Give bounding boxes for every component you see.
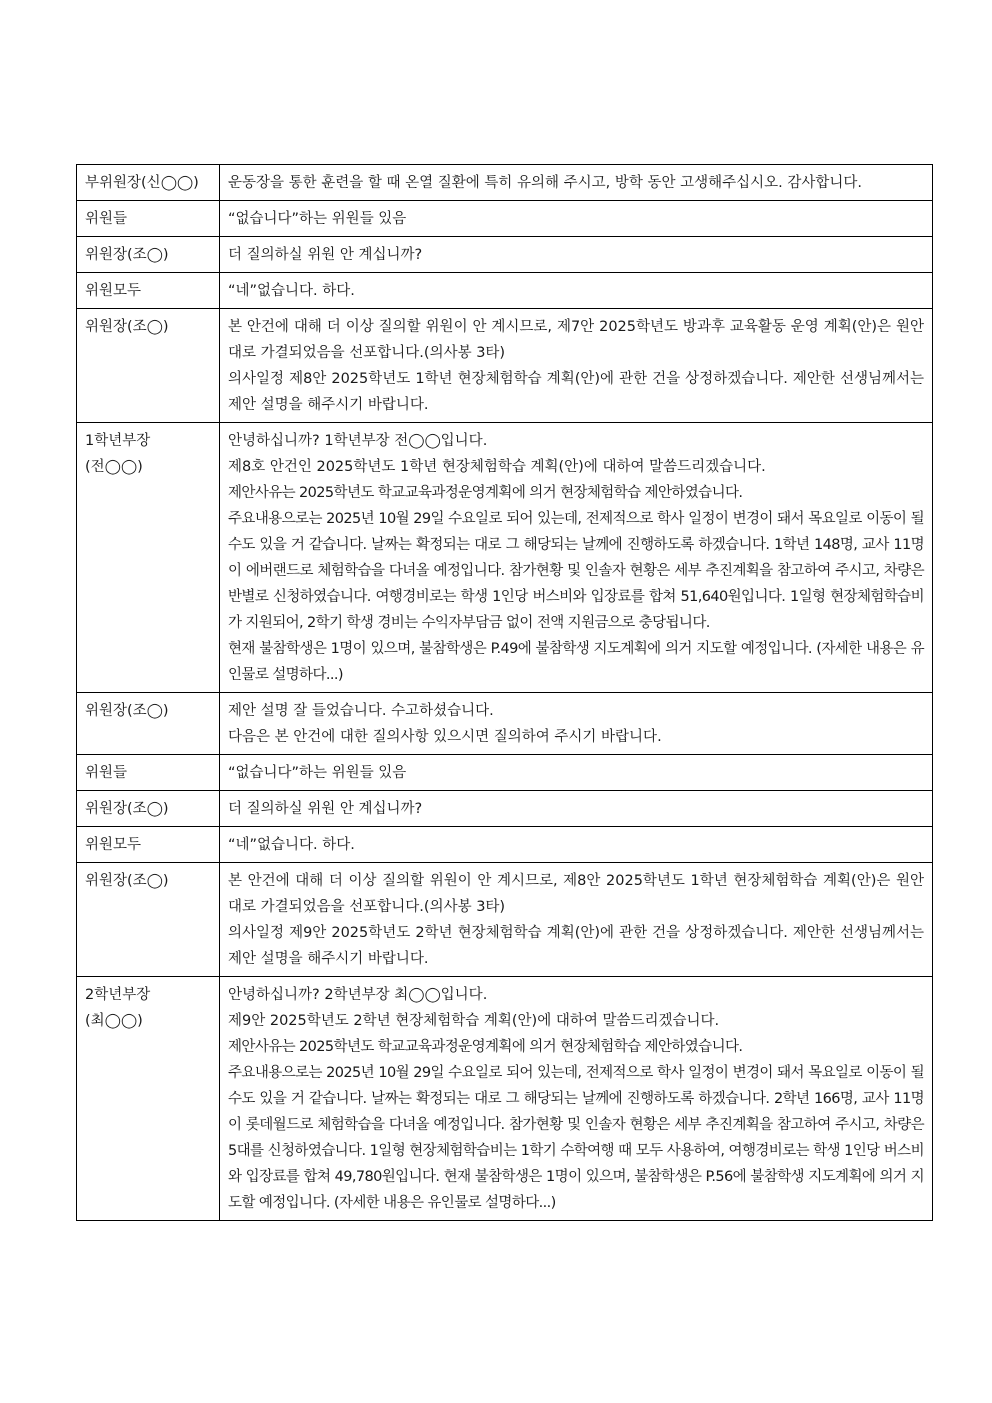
- speaker-cell: [77, 791, 220, 827]
- statement-text: 다음은 본 안건에 대한 질의사항 있으시면 질의하여 주시기 바랍니다.: [228, 729, 662, 745]
- statement-cell: [220, 977, 933, 1221]
- minutes-table: [76, 164, 933, 1221]
- speaker-cell: [77, 201, 220, 237]
- statement-text: 제안 설명 잘 들었습니다. 수고하셨습니다.: [228, 703, 494, 719]
- statement-cell: [220, 273, 933, 309]
- statement-cell: [220, 423, 933, 693]
- speaker-name: (전◯◯): [85, 459, 143, 475]
- speaker-title: 1학년부장: [85, 433, 151, 449]
- speaker-name: 위원들: [85, 211, 128, 227]
- table-row: [77, 755, 933, 791]
- speaker-cell: [77, 755, 220, 791]
- statement-text: 의사일정 제8안 2025학년도 1학년 현장체험학습 계획(안)에 관한 건을 상정하겠습니다. 제안한 선생님께서는 제안 설명을 해주시기 바랍니다.: [228, 371, 924, 413]
- speaker-name: 부위원장(신◯◯): [85, 175, 199, 191]
- statement-text: 본 안건에 대해 더 이상 질의할 위원이 안 계시므로, 제8안 2025학년도 1학년 현장체험학습 계획(안)은 원안대로 가결되었음을 선포합니다.(의사봉 3타): [228, 873, 924, 915]
- table-row: [77, 309, 933, 423]
- statement-cell: [220, 693, 933, 755]
- statement-text: 제8호 안건인 2025학년도 1학년 현장체험학습 계획(안)에 대하여 말씀드리겠습니다.: [228, 459, 766, 475]
- speaker-name: 위원모두: [85, 837, 142, 853]
- statement-text: 의사일정 제9안 2025학년도 2학년 현장체험학습 계획(안)에 관한 건을 상정하겠습니다. 제안한 선생님께서는 제안 설명을 해주시기 바랍니다.: [228, 925, 924, 967]
- statement-text: “네”없습니다. 하다.: [228, 283, 355, 299]
- statement-cell: [220, 755, 933, 791]
- statement-cell: [220, 863, 933, 977]
- speaker-cell: [77, 165, 220, 201]
- statement-text: 본 안건에 대해 더 이상 질의할 위원이 안 계시므로, 제7안 2025학년도 방과후 교육활동 운영 계획(안)은 원안대로 가결되었음을 선포합니다.(의사봉 3타): [228, 319, 924, 361]
- statement-text: 더 질의하실 위원 안 계십니까?: [228, 247, 423, 263]
- speaker-cell: [77, 423, 220, 693]
- speaker-name: 위원장(조◯): [85, 703, 169, 719]
- speaker-cell: [77, 827, 220, 863]
- speaker-name: 위원들: [85, 765, 128, 781]
- speaker-title: 2학년부장: [85, 987, 151, 1003]
- speaker-cell: [77, 309, 220, 423]
- statement-text: 제안사유는 2025학년도 학교교육과정운영계획에 의거 현장체험학습 제안하였습니다.: [228, 485, 743, 501]
- speaker-name: (최◯◯): [85, 1013, 143, 1029]
- statement-text: 제안사유는 2025학년도 학교교육과정운영계획에 의거 현장체험학습 제안하였습니다.: [228, 1039, 743, 1055]
- speaker-name: 위원장(조◯): [85, 801, 169, 817]
- speaker-cell: [77, 863, 220, 977]
- table-row: [77, 977, 933, 1221]
- speaker-name: 위원모두: [85, 283, 142, 299]
- speaker-name: 위원장(조◯): [85, 247, 169, 263]
- table-row: [77, 693, 933, 755]
- speaker-cell: [77, 237, 220, 273]
- table-row: [77, 237, 933, 273]
- speaker-cell: [77, 977, 220, 1221]
- statement-cell: [220, 827, 933, 863]
- statement-text: 제9안 2025학년도 2학년 현장체험학습 계획(안)에 대하여 말씀드리겠습니다.: [228, 1013, 720, 1029]
- table-row: [77, 863, 933, 977]
- statement-text: 안녕하십니까? 2학년부장 최◯◯입니다.: [228, 987, 488, 1003]
- statement-cell: [220, 791, 933, 827]
- table-row: [77, 423, 933, 693]
- table-row: [77, 827, 933, 863]
- statement-cell: [220, 165, 933, 201]
- table-row: [77, 791, 933, 827]
- speaker-name: 위원장(조◯): [85, 873, 169, 889]
- statement-text: 주요내용으로는 2025년 10월 29일 수요일로 되어 있는데, 전제적으로 학사 일정이 변경이 돼서 목요일로 이동이 될 수도 있을 거 같습니다. 날짜는 확정되는 대로 그 해당되는 날께에 진행하도록 하겠습니다. 1학년 148명, 교사 11명이 에버랜드로 체험학습을 다녀올 예정입니다. 참가현황 및 인솔자 현황은 세부 추진계획을 참고하여 주시고, 차량은 반별로 신청하였습니다. 여행경비로는 학생 1인당 버스비와 입장료를 합쳐 51,640원입니다. 1일형 현장체험학습비가 지원되어, 2학기 학생 경비는 수익자부담금 없이 전액 지원금으로 충당됩니다.: [228, 511, 924, 631]
- statement-text: 운동장을 통한 훈련을 할 때 온열 질환에 특히 유의해 주시고, 방학 동안 고생해주십시오. 감사합니다.: [228, 175, 863, 191]
- statement-text: 현재 불참학생은 1명이 있으며, 불참학생은 P.49에 불참학생 지도계획에 의거 지도할 예정입니다. (자세한 내용은 유인물로 설명하다...): [228, 641, 924, 683]
- table-row: [77, 273, 933, 309]
- statement-cell: [220, 309, 933, 423]
- statement-text: “없습니다”하는 위원들 있음: [228, 765, 407, 781]
- statement-text: 안녕하십니까? 1학년부장 전◯◯입니다.: [228, 433, 488, 449]
- speaker-cell: [77, 273, 220, 309]
- statement-cell: [220, 237, 933, 273]
- statement-text: “네”없습니다. 하다.: [228, 837, 355, 853]
- speaker-cell: [77, 693, 220, 755]
- speaker-name: 위원장(조◯): [85, 319, 169, 335]
- statement-cell: [220, 201, 933, 237]
- table-row: [77, 165, 933, 201]
- statement-text: 더 질의하실 위원 안 계십니까?: [228, 801, 423, 817]
- statement-text: 주요내용으로는 2025년 10월 29일 수요일로 되어 있는데, 전제적으로 학사 일정이 변경이 돼서 목요일로 이동이 될 수도 있을 거 같습니다. 날짜는 확정되는 대로 그 해당되는 날께에 진행하도록 하겠습니다. 2학년 166명, 교사 11명이 롯데월드로 체험학습을 다녀올 예정입니다. 참가현황 및 인솔자 현황은 세부 추진계획을 참고하여 주시고, 차량은 5대를 신청하였습니다. 1일형 현장체험학습비는 1학기 수학여행 때 모두 사용하여, 여행경비로는 학생 1인당 버스비와 입장료를 합쳐 49,780원입니다. 현재 불참학생은 1명이 있으며, 불참학생은 P.56에 불참학생 지도계획에 의거 지도할 예정입니다. (자세한 내용은 유인물로 설명하다...): [228, 1065, 924, 1211]
- minutes-page: [76, 164, 932, 1221]
- statement-text: “없습니다”하는 위원들 있음: [228, 211, 407, 227]
- table-row: [77, 201, 933, 237]
